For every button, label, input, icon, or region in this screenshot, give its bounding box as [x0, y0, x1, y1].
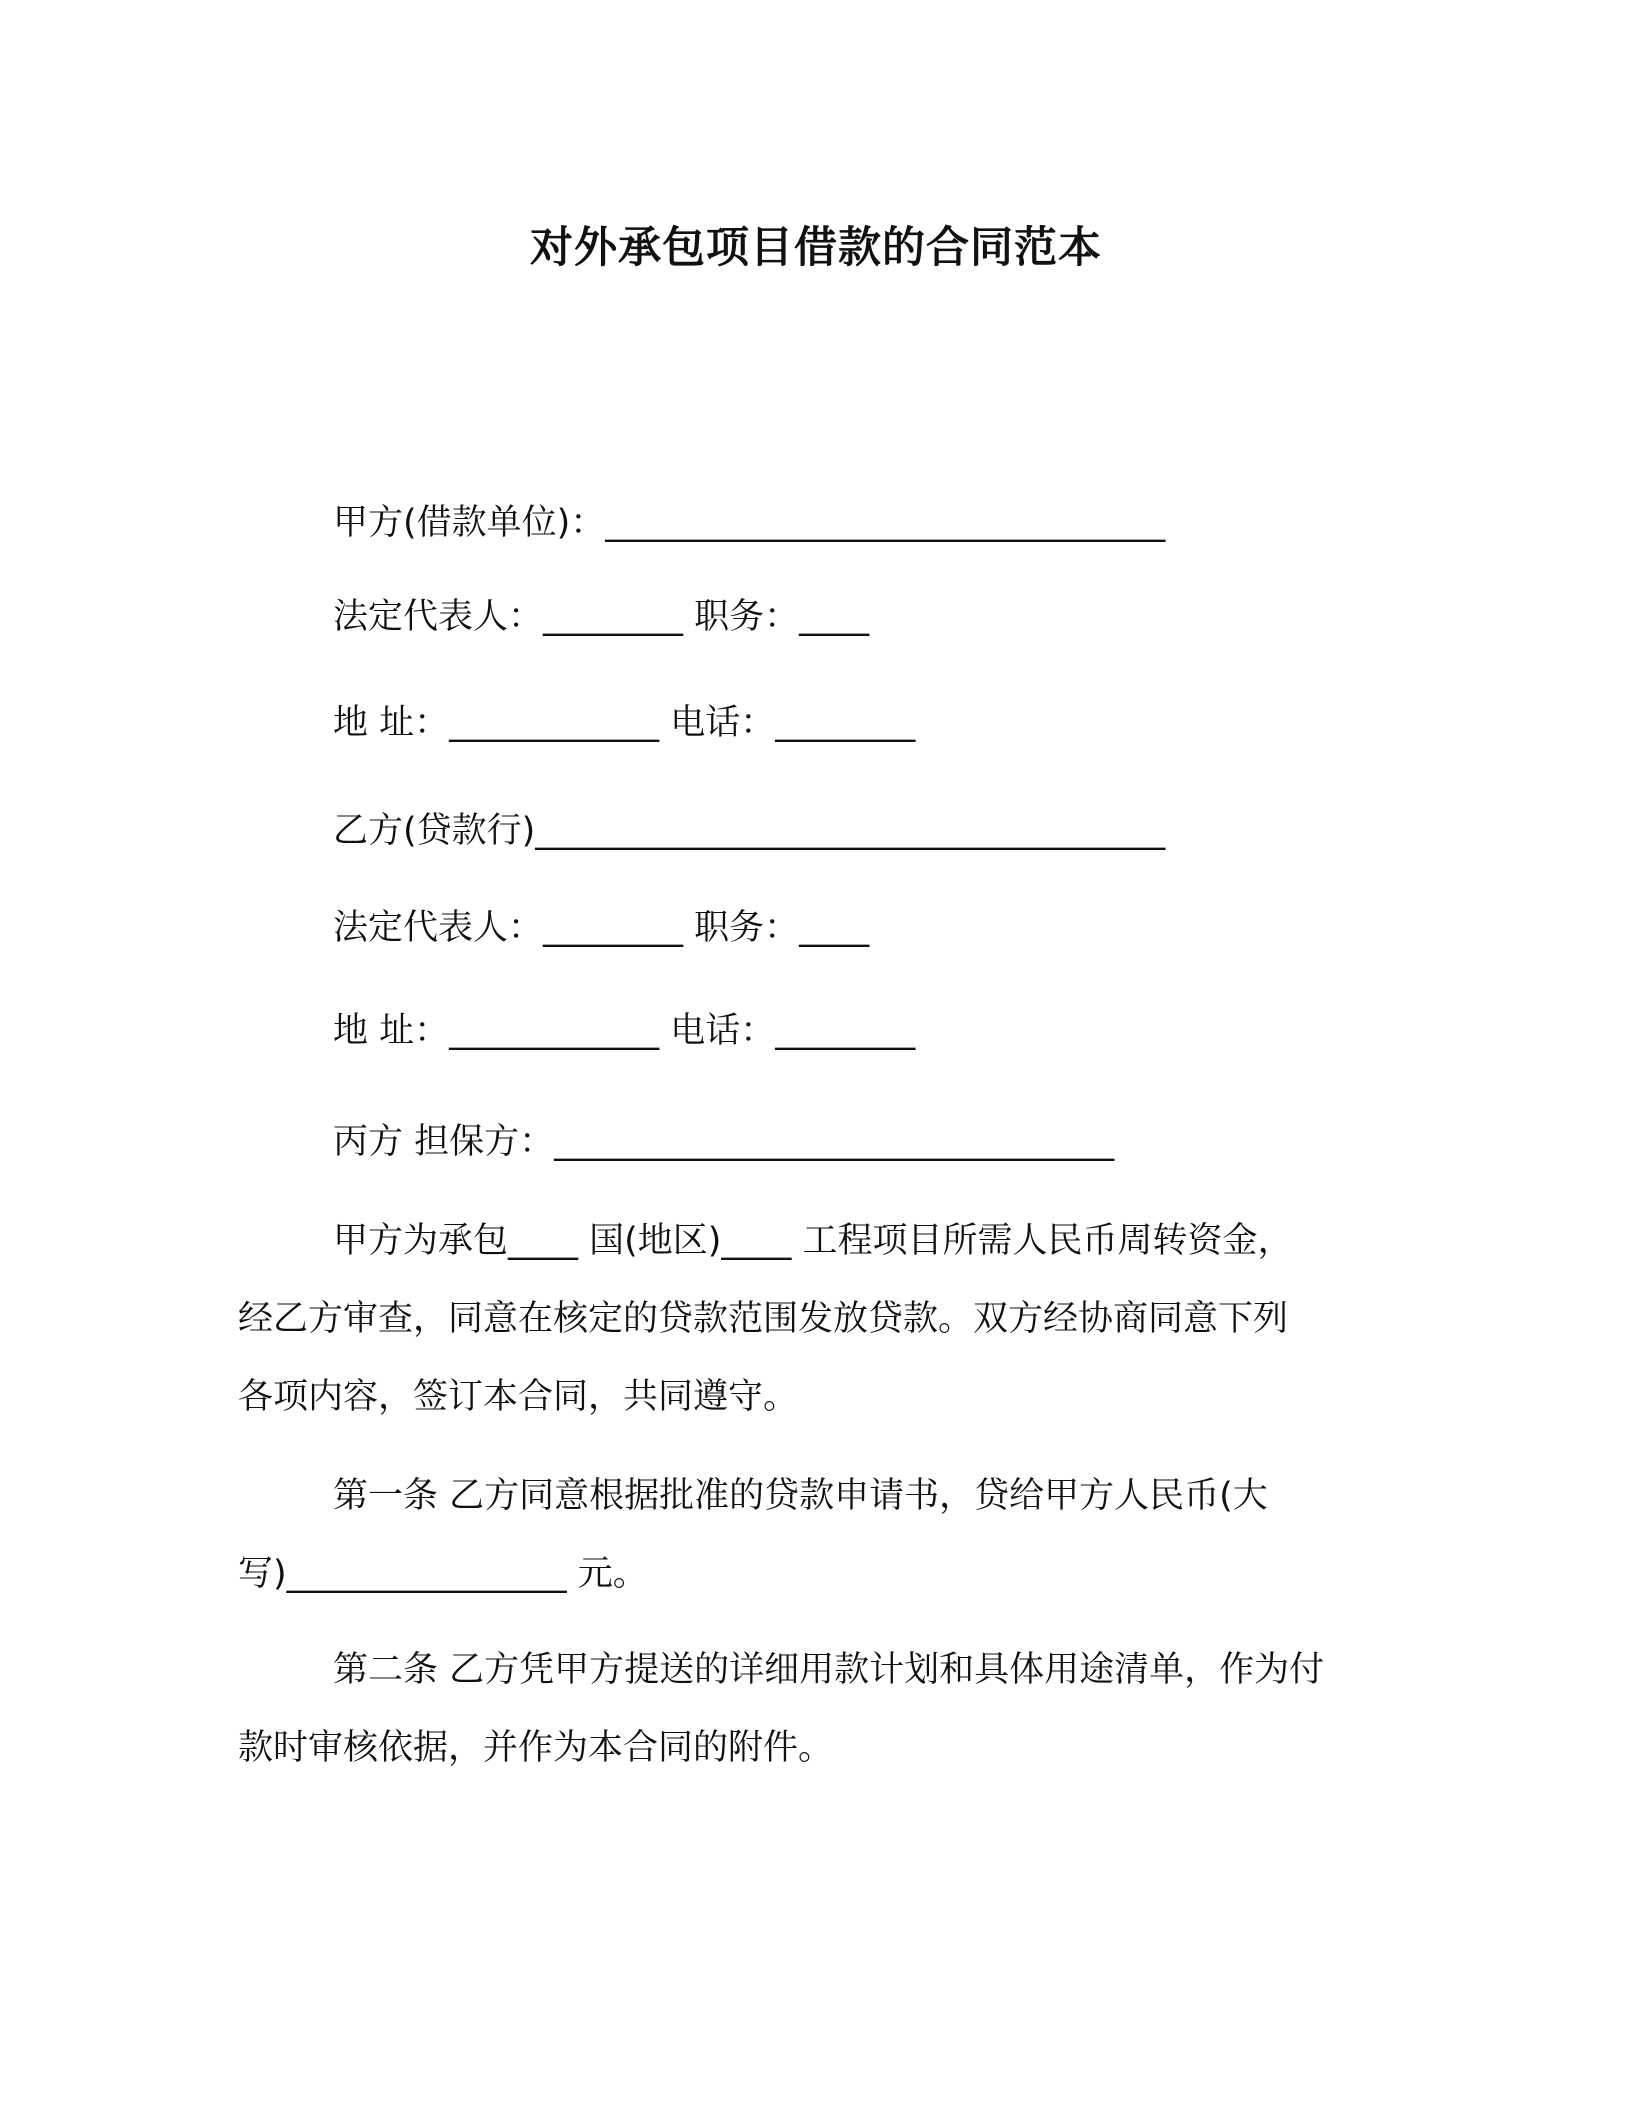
article-1-line: 写)________________ 元。 [238, 1554, 648, 1594]
intro-line: 各项内容，签订本合同，共同遵守。 [238, 1377, 799, 1417]
article-2-line: 第二条 乙方凭甲方提送的详细用款计划和具体用途清单，作为付 [333, 1650, 1325, 1690]
intro-line: 甲方为承包____ 国(地区)____ 工程项目所需人民币周转资金， [333, 1221, 1293, 1261]
party-b-address-line: 地 址：____________ 电话：________ [333, 1011, 916, 1051]
document-title: 对外承包项目借款的合同范本 [530, 223, 1102, 273]
party-a-representative-line: 法定代表人：________ 职务：____ [333, 597, 870, 637]
article-1-line: 第一条 乙方同意根据批准的贷款申请书，贷给甲方人民币(大 [333, 1476, 1268, 1516]
party-a-address-line: 地 址：____________ 电话：________ [333, 703, 916, 743]
article-2-line: 款时审核依据，并作为本合同的附件。 [238, 1728, 834, 1768]
party-b-name-line: 乙方(贷款行)____________________________________ [333, 811, 1166, 851]
intro-line: 经乙方审查，同意在核定的贷款范围发放贷款。双方经协商同意下列 [238, 1299, 1289, 1339]
intro-paragraph [238, 1202, 1398, 1436]
article-1-paragraph [238, 1457, 1398, 1613]
party-b-representative-line: 法定代表人：________ 职务：____ [333, 908, 870, 948]
party-a-name-line: 甲方(借款单位)：________________________________ [333, 503, 1166, 543]
party-c-guarantor-line: 丙方 担保方：________________________________ [333, 1122, 1115, 1162]
article-2-paragraph [238, 1631, 1398, 1787]
